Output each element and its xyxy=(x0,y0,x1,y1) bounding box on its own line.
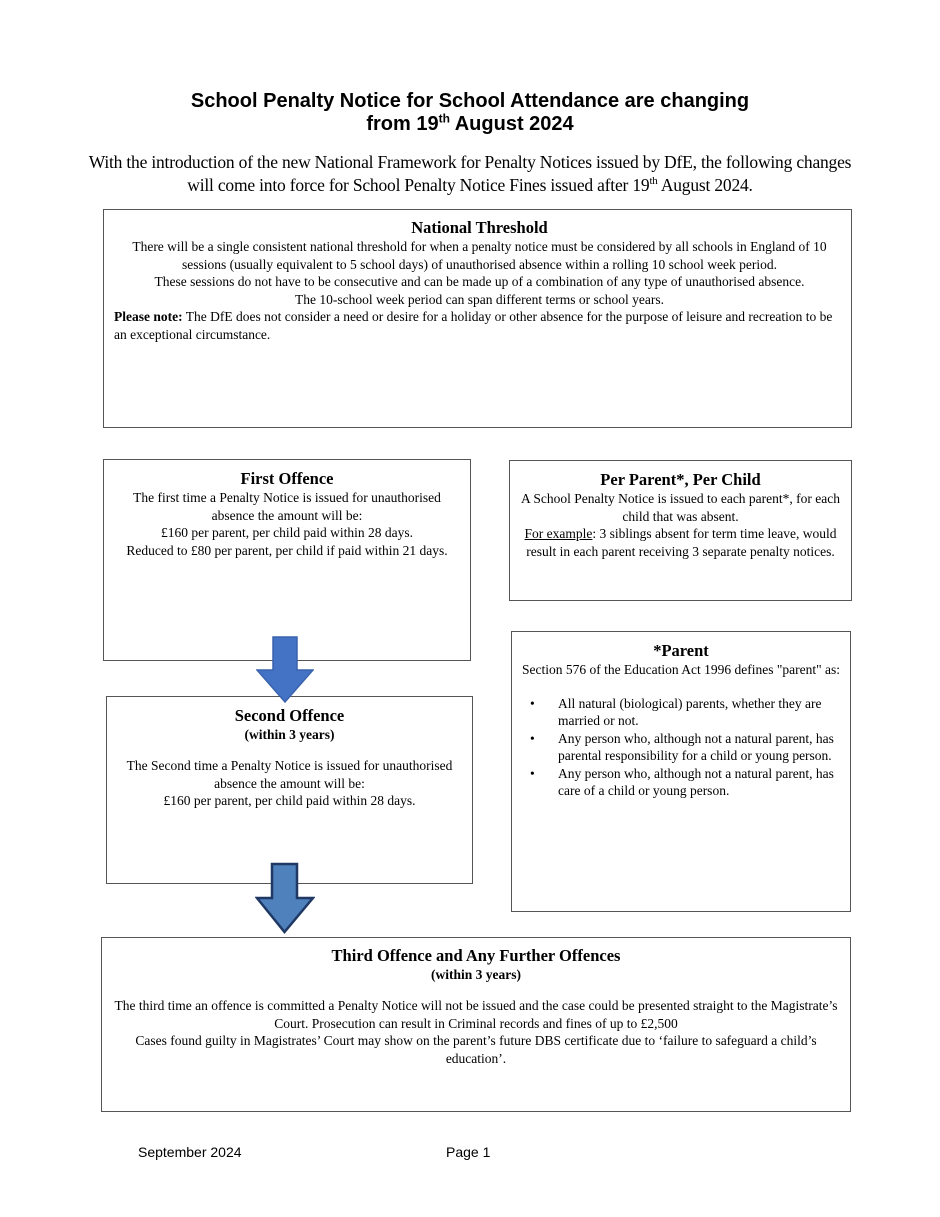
bullet-icon: • xyxy=(530,765,535,781)
parent-definition-box xyxy=(511,631,851,912)
list-item: • All natural (biological) parents, whether they are married or not. xyxy=(530,695,822,728)
second-offence-line-1: The Second time a Penalty Notice is issued for unauthorised absence the amount will be: xyxy=(126,758,453,791)
page-title xyxy=(0,90,940,136)
second-offence-box xyxy=(106,696,473,884)
third-offence-heading: Third Offence and Any Further Offences xyxy=(331,946,621,965)
footer-page-number: Page 1 xyxy=(446,1144,491,1160)
list-item: • Any person who, although not a natural parent, has care of a child or young person. xyxy=(530,765,834,798)
second-offence-line-2: £160 per parent, per child paid within 28 days. xyxy=(163,793,416,808)
per-parent-box xyxy=(509,460,852,601)
first-offence-box xyxy=(103,459,471,661)
bullet-icon: • xyxy=(530,695,535,711)
title-line-1: School Penalty Notice for School Attendance are changing xyxy=(190,90,750,112)
second-offence-subheading: (within 3 years) xyxy=(244,727,335,742)
third-offence-para-1: The third time an offence is committed a Penalty Notice will not be issued and the case could be presented straight to the Magistrate’s Court. Prosecution can result in Criminal records and fines of up to £2,500 xyxy=(114,998,838,1031)
national-threshold-box xyxy=(103,209,852,428)
threshold-para-2: These sessions do not have to be consecutive and can be made up of a combination of any type of unauthorised absence. xyxy=(154,274,805,289)
title-line-2: from 19th August 2024 xyxy=(366,111,574,135)
threshold-note: Please note: The DfE does not consider a need or desire for a holiday or other absence for the purpose of leisure and recreation to be an exceptional circumstance. xyxy=(114,309,833,342)
per-parent-heading: Per Parent*, Per Child xyxy=(600,470,761,489)
threshold-para-1: There will be a single consistent national threshold for when a penalty notice must be considered by all schools in England of 10 sessions (usually equivalent to 5 school days) of unauthorised absence within a rolling 10 school week period. xyxy=(132,239,827,272)
first-offence-heading: First Offence xyxy=(240,469,334,488)
intro-paragraph: With the introduction of the new National Framework for Penalty Notices issued by DfE, the following changes will come into force for School Penalty Notice Fines issued after 19th August 2024. xyxy=(88,152,852,195)
first-offence-line-3: Reduced to £80 per parent, per child if paid within 21 days. xyxy=(126,542,448,558)
list-item: • Any person who, although not a natural parent, has parental responsibility for a child or young person. xyxy=(530,730,834,763)
down-arrow-icon xyxy=(256,636,314,704)
second-offence-heading: Second Offence xyxy=(234,706,345,725)
threshold-para-3: The 10-school week period can span different terms or school years. xyxy=(294,291,664,307)
parent-definition-list xyxy=(520,695,842,800)
national-threshold-heading: National Threshold xyxy=(411,218,548,237)
third-offence-para-2: Cases found guilty in Magistrates’ Court may show on the parent’s future DBS certificate due to ‘failure to safeguard a child’s education’. xyxy=(135,1033,817,1066)
third-offence-subheading: (within 3 years) xyxy=(431,967,521,982)
per-parent-line-1: A School Penalty Notice is issued to each parent*, for each child that was absent. xyxy=(520,491,841,524)
first-offence-line-2: £160 per parent, per child paid within 28 days. xyxy=(161,525,413,540)
third-offence-box xyxy=(101,937,851,1112)
parent-definition-heading: *Parent xyxy=(653,641,709,660)
bullet-icon: • xyxy=(530,730,535,746)
footer-date: September 2024 xyxy=(138,1144,242,1160)
first-offence-line-1: The first time a Penalty Notice is issued for unauthorised absence the amount will be: xyxy=(133,490,441,523)
parent-definition-intro: Section 576 of the Education Act 1996 defines "parent" as: xyxy=(521,662,841,677)
down-arrow-icon xyxy=(255,862,315,934)
per-parent-example: For example: 3 siblings absent for term time leave, would result in each parent receiving 3 separate penalty notices. xyxy=(524,526,837,559)
